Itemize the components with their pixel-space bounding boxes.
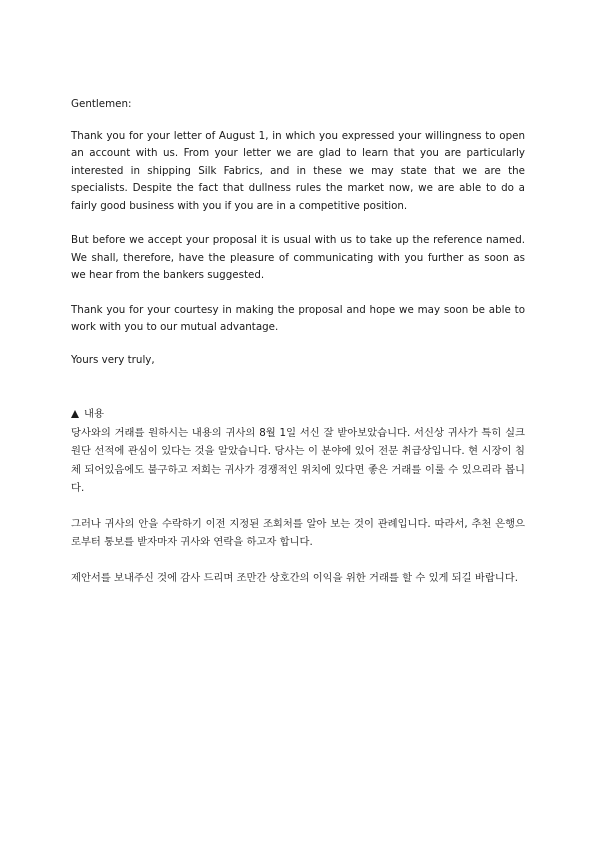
letter-paragraph-3: Thank you for your courtesy in making the proposal and hope we may soon be able to work with you to our mutual advantage. <box>71 303 525 333</box>
salutation: Gentlemen: <box>71 98 132 110</box>
closing: Yours very truly, <box>71 353 155 366</box>
letter-paragraph-1: Thank you for your letter of August 1, in which you expressed your willingness to open an account with us. From your letter we are glad to learn that you are particularly interested in shipping Silk Fabrics, and in these we may state that we are the specialists. Despite the fact that dullness rules the market now, we are able to do a fairly good business with you if you are in a competitive position. <box>71 129 525 212</box>
document-page <box>71 96 525 587</box>
translation-paragraph-2: 그러나 귀사의 안을 수락하기 이전 지정된 조회처를 알아 보는 것이 관례입니다. 따라서, 추천 은행으로부터 통보를 받자마자 귀사와 연락을 하고자 합니다. <box>71 517 525 548</box>
triangle-up-icon <box>71 410 79 418</box>
translation-header <box>71 406 525 424</box>
letter-paragraph-2: But before we accept your proposal it is usual with us to take up the reference named. We shall, therefore, have the pleasure of communicating with you further as soon as we hear from the bankers suggested. <box>71 234 525 281</box>
translation-paragraph-1: 당사와의 거래를 원하시는 내용의 귀사의 8월 1일 서신 잘 받아보았습니다. 서신상 귀사가 특히 실크 원단 선적에 관심이 있다는 것을 알았습니다. 당사는 이 분야에 있어 전문 취급상입니다. 현 시장이 침체 되어있음에도 불구하고 저희는 귀사가 경쟁적인 위치에 있다면 좋은 거래를 이룰 수 있으리라 봅니다. <box>71 426 525 494</box>
translation-header-label: 내용 <box>84 408 104 420</box>
translation-paragraph-3: 제안서를 보내주신 것에 감사 드리며 조만간 상호간의 이익을 위한 거래를 할 수 있게 되길 바랍니다. <box>71 571 518 584</box>
